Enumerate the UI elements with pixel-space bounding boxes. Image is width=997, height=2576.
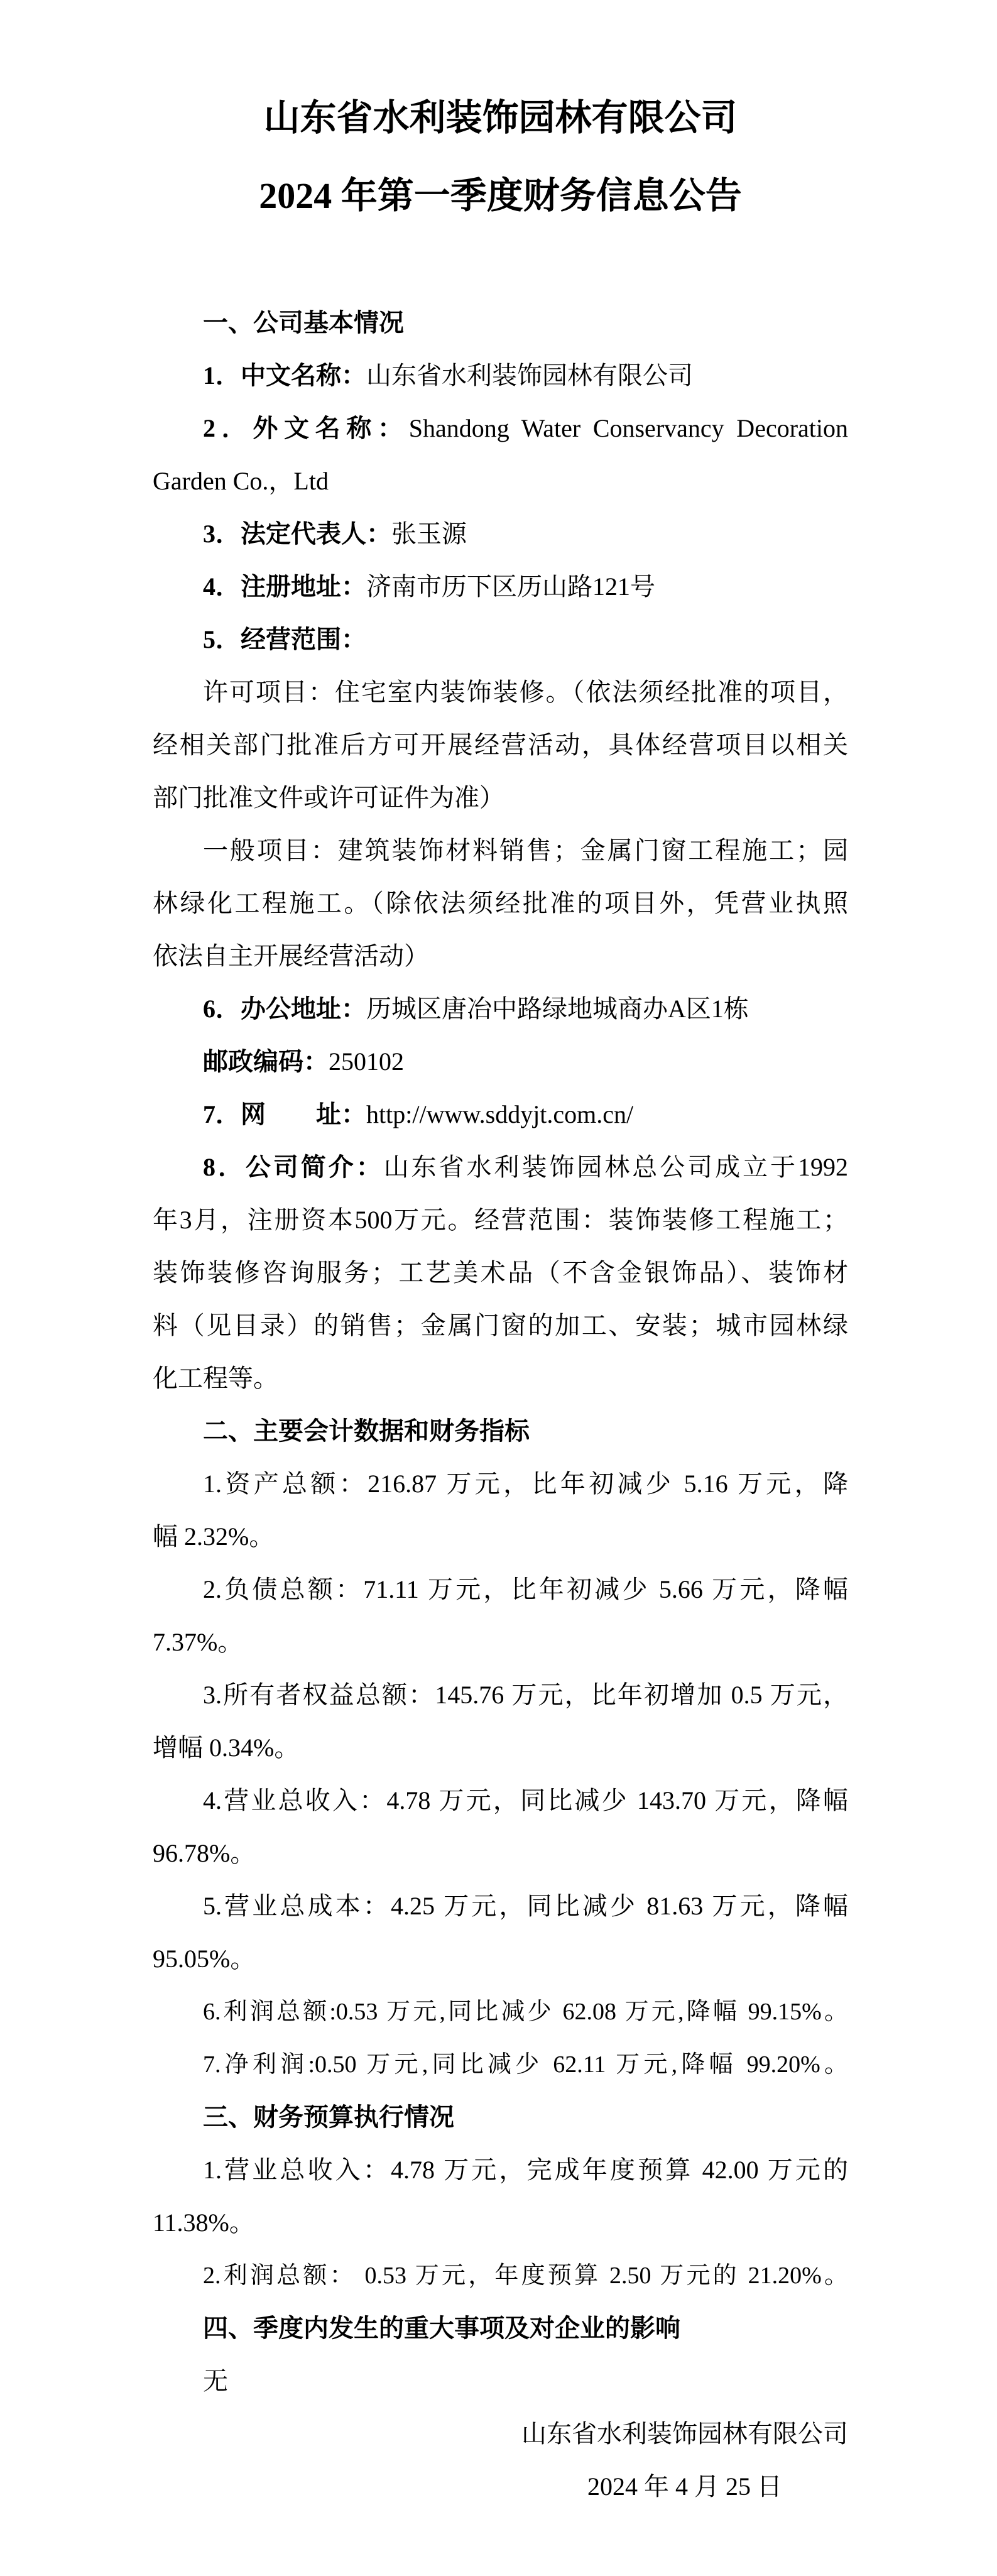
field-website-value: http://www.sddyjt.com.cn/ [366, 1100, 634, 1128]
doc-title-line-1: 山东省水利装饰园林有限公司 [263, 97, 738, 138]
field-office-address [153, 983, 848, 1035]
field-chinese-name [153, 349, 848, 402]
company-profile-line-4: 料（见目录）的销售；金属门窗的加工、安装；城市园林绿 [153, 1311, 848, 1340]
scope-licensed-line-2: 经相关部门批准后方可开展经营活动，具体经营项目以相关 [153, 731, 848, 759]
field-legal-representative [153, 508, 848, 560]
metric-total-liabilities-line-2: 7.37%。 [153, 1628, 243, 1656]
field-office-address-label: 6．办公地址： [203, 995, 366, 1023]
field-company-profile [153, 1141, 848, 1194]
metric-total-liabilities-line-1: 2.负债总额：71.11 万元，比年初减少 5.66 万元，降幅 [203, 1575, 848, 1603]
field-english-name-continuation: Garden Co.，Ltd [153, 467, 329, 495]
field-registered-address-label: 4．注册地址： [203, 572, 366, 601]
field-legal-representative-label: 3．法定代表人： [203, 520, 391, 548]
scope-licensed-line-1: 许可项目：住宅室内装饰装修。（依法须经批准的项目， [203, 678, 848, 706]
field-english-name-label: 2．外文名称： [203, 414, 409, 442]
section-2-heading: 二、主要会计数据和财务指标 [203, 1417, 530, 1445]
field-registered-address-value: 济南市历下区历山路121号 [366, 572, 655, 601]
field-website [153, 1088, 848, 1141]
field-website-label: 7．网 址： [203, 1100, 366, 1128]
scope-licensed-line-3: 部门批准文件或许可证件为准） [153, 783, 504, 812]
metric-total-revenue-line-2: 96.78%。 [153, 1839, 256, 1867]
major-events-none: 无 [203, 2367, 228, 2395]
section-3-heading: 三、财务预算执行情况 [203, 2103, 454, 2131]
metric-total-assets-line-1: 1.资产总额：216.87 万元，比年初减少 5.16 万元，降 [203, 1470, 848, 1498]
signature-date: 2024 年 4 月 25 日 [587, 2472, 782, 2501]
field-registered-address [153, 560, 848, 613]
metric-operating-cost-line-1: 5.营业总成本：4.25 万元，同比减少 81.63 万元，降幅 [203, 1892, 848, 1920]
document-body [153, 297, 848, 2513]
field-company-profile-label: 8．公司简介： [203, 1153, 384, 1181]
field-postal-code-value: 250102 [329, 1047, 404, 1076]
metric-total-revenue-line-1: 4.营业总收入：4.78 万元，同比减少 143.70 万元，降幅 [203, 1786, 848, 1815]
company-profile-line-5: 化工程等。 [153, 1364, 278, 1392]
metric-total-assets-line-2: 幅 2.32%。 [153, 1522, 275, 1551]
field-postal-code-label: 邮政编码： [203, 1047, 329, 1076]
scope-general-line-2: 林绿化工程施工。（除依法须经批准的项目外，凭营业执照 [153, 889, 848, 917]
field-chinese-name-value: 山东省水利装饰园林有限公司 [366, 361, 693, 390]
field-legal-representative-value: 张玉源 [391, 520, 467, 548]
field-office-address-value: 历城区唐冶中路绿地城商办A区1栋 [366, 995, 749, 1023]
budget-revenue-line-1: 1.营业总收入：4.78 万元，完成年度预算 42.00 万元的 [203, 2156, 848, 2184]
scope-general-line-3: 依法自主开展经营活动） [153, 942, 429, 970]
field-business-scope-label: 5．经营范围： [203, 625, 366, 653]
metric-total-profit-line: 6.利润总额:0.53 万元,同比减少 62.08 万元,降幅 99.15%。 [203, 1999, 848, 2025]
metric-net-profit-line: 7.净利润:0.50 万元,同比减少 62.11 万元,降幅 99.20%。 [203, 2051, 848, 2078]
field-chinese-name-label: 1．中文名称： [203, 361, 366, 390]
doc-title-line-2: 2024 年第一季度财务信息公告 [259, 175, 742, 216]
signature-company: 山东省水利装饰园林有限公司 [521, 2420, 848, 2448]
field-company-profile-value: 山东省水利装饰园林总公司成立于1992 [383, 1153, 848, 1181]
company-profile-line-3: 装饰装修咨询服务；工艺美术品（不含金银饰品）、装饰材 [153, 1258, 848, 1287]
scope-general-line-1: 一般项目：建筑装饰材料销售；金属门窗工程施工；园 [203, 836, 848, 865]
company-profile-line-2: 年3月，注册资本500万元。经营范围：装饰装修工程施工； [153, 1206, 848, 1234]
field-business-scope [153, 613, 848, 666]
field-english-name [153, 402, 848, 455]
field-english-name-value: Shandong Water Conservancy Decoration [408, 414, 848, 442]
metric-owners-equity-line-1: 3.所有者权益总额：145.76 万元，比年初增加 0.5 万元， [203, 1681, 848, 1709]
budget-profit-line: 2.利润总额： 0.53 万元，年度预算 2.50 万元的 21.20%。 [203, 2262, 848, 2289]
metric-owners-equity-line-2: 增幅 0.34%。 [153, 1733, 300, 1762]
metric-operating-cost-line-2: 95.05%。 [153, 1945, 256, 1973]
budget-revenue-line-2: 11.38%。 [153, 2208, 254, 2237]
field-postal-code [153, 1035, 848, 1088]
section-4-heading: 四、季度内发生的重大事项及对企业的影响 [203, 2314, 680, 2342]
section-1-heading: 一、公司基本情况 [203, 308, 404, 337]
